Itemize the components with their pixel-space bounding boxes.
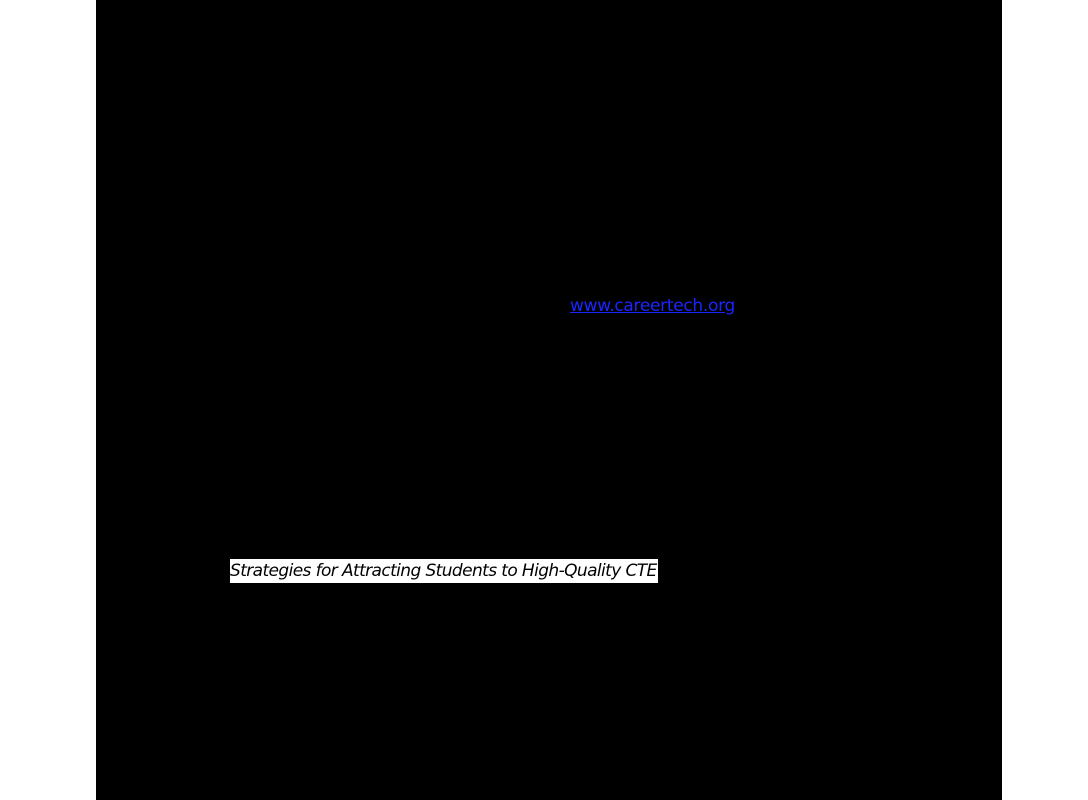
publication-title-highlight: Strategies for Attracting Students to High-Quality CTE bbox=[230, 561, 657, 581]
document-page bbox=[96, 0, 1002, 800]
careertech-link[interactable]: www.careertech.org bbox=[570, 296, 735, 316]
